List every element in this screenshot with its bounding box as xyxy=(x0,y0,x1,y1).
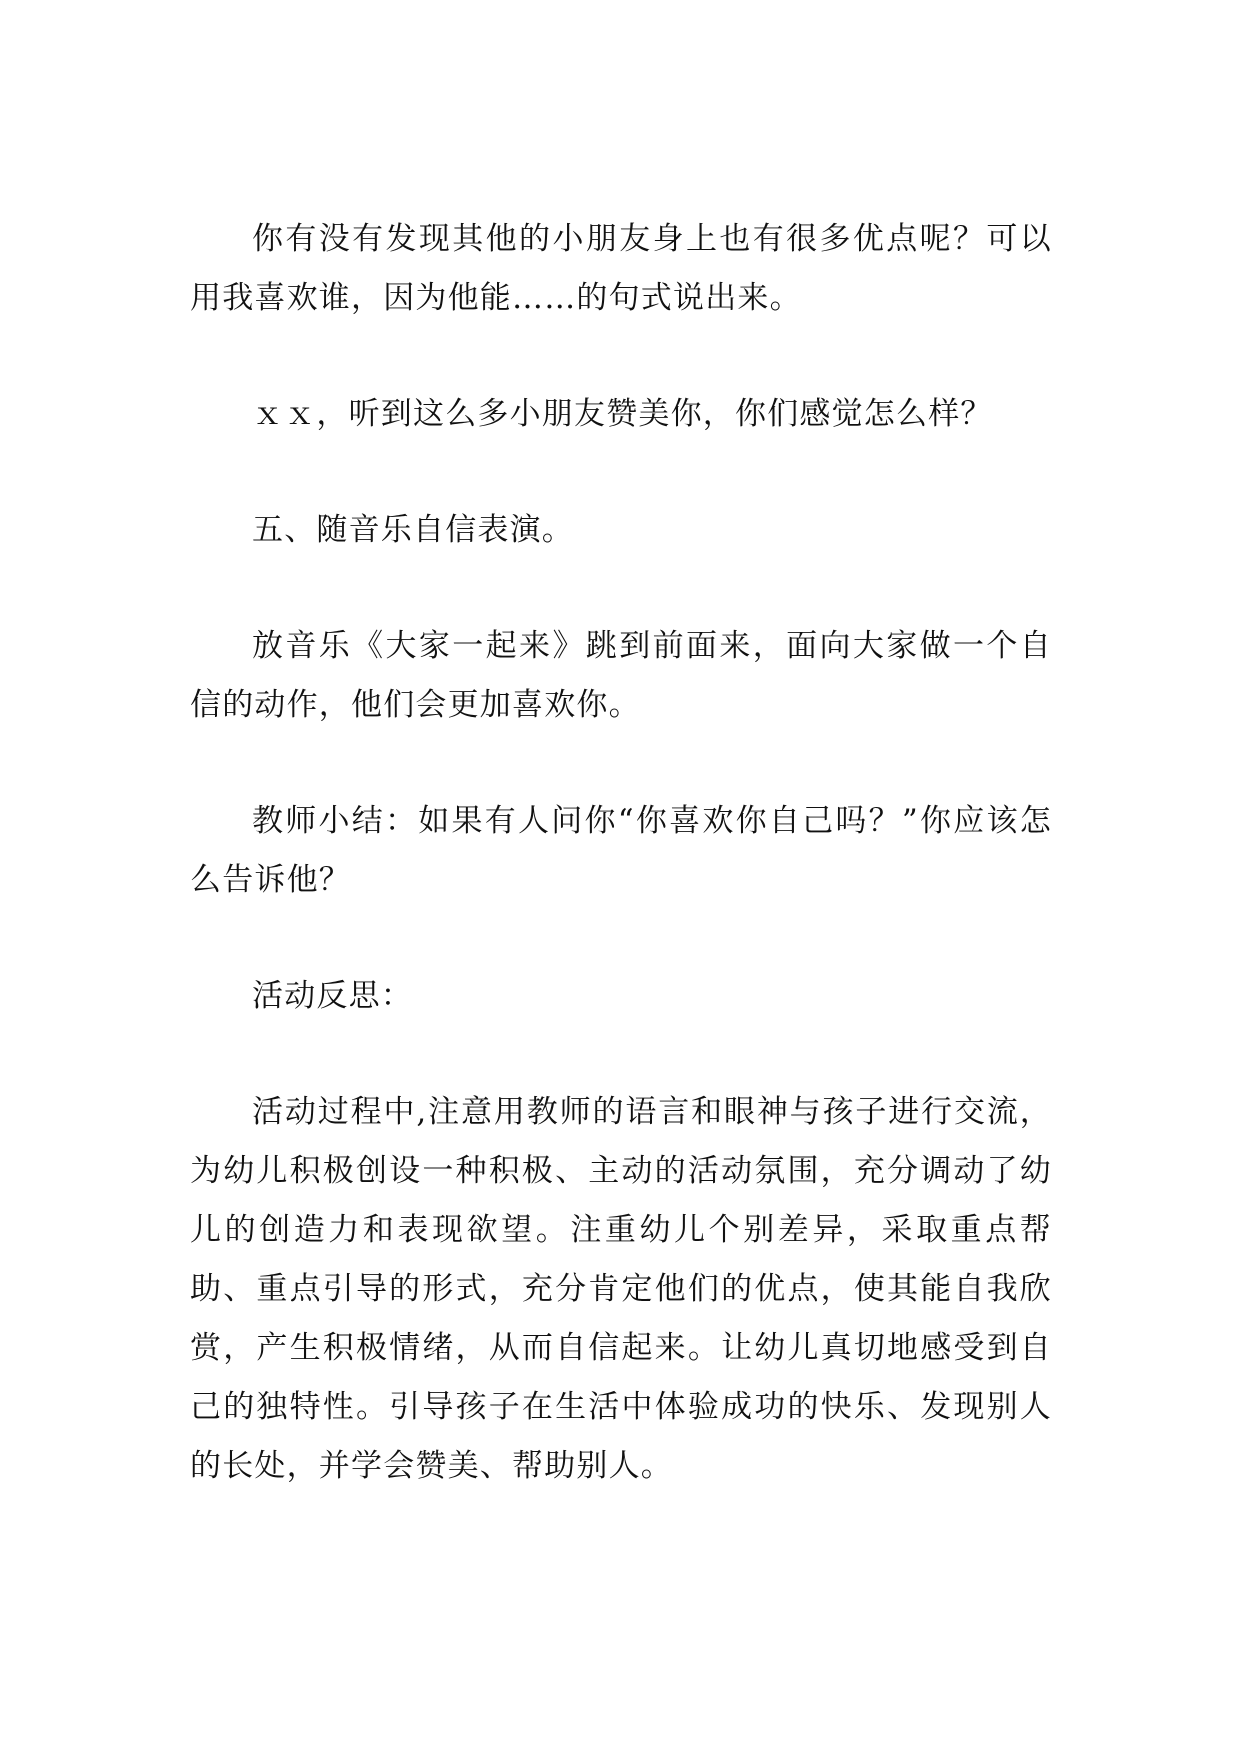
section-heading-music-performance: 五、随音乐自信表演。 xyxy=(252,512,574,548)
paragraph-praise-others: 你有没有发现其他的小朋友身上也有很多优点呢？可以用我喜欢谁，因为他能……的句式说出来。 xyxy=(190,221,1052,316)
paragraph-feeling-question: ｘｘ，听到这么多小朋友赞美你，你们感觉怎么样？ xyxy=(252,396,993,432)
document-body xyxy=(190,210,1052,1496)
paragraph-music-activity: 放音乐《大家一起来》跳到前面来，面向大家做一个自信的动作，他们会更加喜欢你。 xyxy=(190,628,1052,723)
section-heading-reflection: 活动反思： xyxy=(252,978,413,1014)
paragraph-teacher-summary: 教师小结：如果有人问你“你喜欢你自己吗？”你应该怎么告诉他？ xyxy=(190,803,1052,898)
paragraph-reflection-body: 活动过程中,注意用教师的语言和眼神与孩子进行交流，为幼儿积极创设一种积极、主动的活动氛围，充分调动了幼儿的创造力和表现欲望。注重幼儿个别差异，采取重点帮助、重点引导的形式，充分肯定他们的优点，使其能自我欣赏，产生积极情绪，从而自信起来。让幼儿真切地感受到自己的独特性。引导孩子在生活中体验成功的快乐、发现别人的长处，并学会赞美、帮助别人。 xyxy=(190,1094,1052,1484)
